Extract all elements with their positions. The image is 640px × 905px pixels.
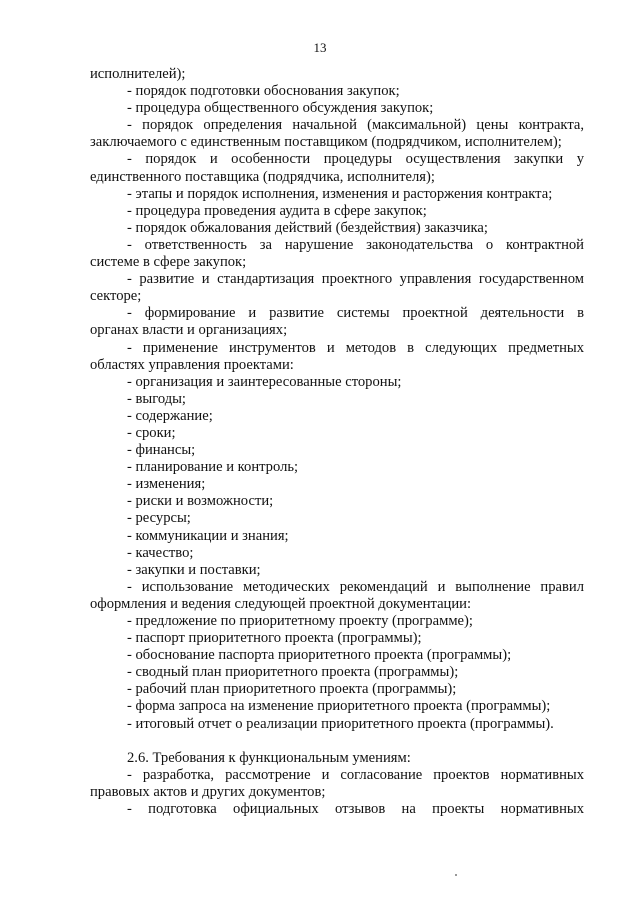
text-line: - применение инструментов и методов в следующих предметных [127,339,584,356]
text-line: - планирование и контроль; [127,459,299,476]
text-line: 2.6. Требования к функциональным умениям: [127,749,411,766]
paragraph-gap [90,733,584,750]
text-line: областях управления проектами: [90,356,294,373]
text-line: заключаемого с единственным поставщиком (подрядчиком, исполнителем); [90,134,562,151]
scan-speck [455,874,457,876]
text-line: - коммуникации и знания; [127,527,289,544]
text-line: исполнителей); [90,66,186,82]
text-line: - содержание; [127,407,213,424]
text-line: - выгоды; [127,390,186,407]
text-line: - подготовка официальных отзывов на проекты нормативных [127,800,584,817]
text-line: - ответственность за нарушение законодательства о контрактной [127,236,584,253]
text-line: - риски и возможности; [127,493,274,510]
text-line: секторе; [90,288,142,305]
document-body [90,66,584,818]
text-line: - паспорт приоритетного проекта (программы); [127,630,422,647]
page-number: 13 [313,40,327,55]
text-line: - использование методических рекомендаций и выполнение правил [127,578,584,595]
text-line: - качество; [127,544,194,561]
text-line: - изменения; [127,476,206,493]
text-line: - форма запроса на изменение приоритетного проекта (программы); [127,698,551,715]
text-line: - формирование и развитие системы проектной деятельности в [127,305,584,322]
text-line: - предложение по приоритетному проекту (программе); [127,613,473,629]
text-line: - ресурсы; [127,510,191,527]
text-line: органах власти и организациях; [90,322,288,339]
text-line: - обоснование паспорта приоритетного проекта (программы); [127,647,512,664]
text-line: единственного поставщика (подрядчика, исполнителя); [90,168,435,185]
text-line: - сроки; [127,424,176,441]
text-line: - этапы и порядок исполнения, изменения и расторжения контракта; [127,185,553,202]
text-line: - развитие и стандартизация проектного управления государственном [127,271,584,288]
text-line: - процедура общественного обсуждения закупок; [127,100,434,117]
text-line: системе в сфере закупок; [90,254,247,271]
text-line: - финансы; [127,442,196,459]
text-line: - итоговый отчет о реализации приоритетного проекта (программы). [127,715,554,732]
text-line: - процедура проведения аудита в сфере закупок; [127,202,427,219]
text-line: - закупки и поставки; [127,561,261,578]
text-line: - порядок обжалования действий (бездействия) заказчика; [127,219,488,236]
text-line: - сводный план приоритетного проекта (программы); [127,664,459,681]
text-line: правовых актов и других документов; [90,783,326,800]
text-line: - организация и заинтересованные стороны; [127,373,402,390]
text-line: - порядок подготовки обоснования закупок; [127,83,400,100]
text-line: - рабочий план приоритетного проекта (программы); [127,681,457,698]
text-line: оформления и ведения следующей проектной документации: [90,595,472,612]
text-line: - порядок определения начальной (максимальной) цены контракта, [127,117,584,134]
text-line: - порядок и особенности процедуры осуществления закупки у [127,151,584,168]
text-line: - разработка, рассмотрение и согласование проектов нормативных [127,766,584,783]
